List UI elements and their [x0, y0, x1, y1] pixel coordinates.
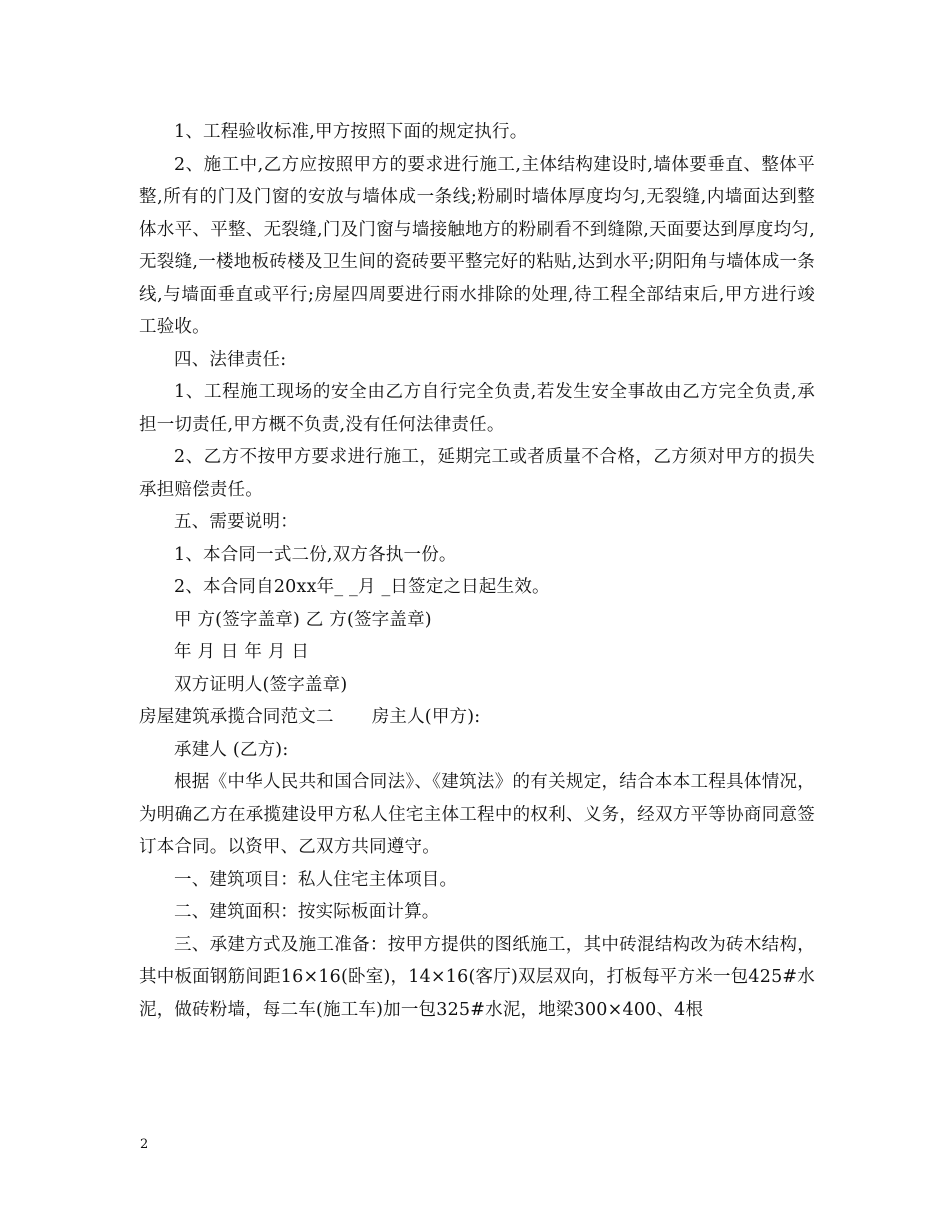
paragraph-acceptance-standard: 1、工程验收标准,甲方按照下面的规定执行。: [174, 122, 528, 142]
paragraph-safety-liability: 1、工程施工现场的安全由乙方自行完全负责,若发生安全事故由乙方完全负责,承担一切责任,甲方概不负责,没有任何法律责任。: [139, 382, 815, 435]
section-title: 房屋建筑承揽合同范文二: [139, 707, 334, 727]
paragraph-area: 二、建筑面积：按实际板面计算。: [174, 902, 440, 922]
heading-notes: 五、需要说明：: [174, 512, 298, 532]
paragraph-preamble: 根据《中华人民共和国合同法》、《建筑法》的有关规定，结合本本工程具体情况，为明确乙方在承揽建设甲方私人住宅主体工程中的权利、义务，经双方平等协商同意签订本合同。以资甲、乙双方共同遵守。: [139, 772, 815, 857]
paragraph-construction-requirements: 2、施工中,乙方应按照甲方的要求进行施工,主体结构建设时,墙体要垂直、整体平整,所有的门及门窗的安放与墙体成一条线;粉刷时墙体厚度均匀,无裂缝,内墙面达到整体水平、平整、无裂缝,门及门窗与墙接触地方的粉刷看不到缝隙,天面要达到厚度均匀,无裂缝,一楼地板砖楼及卫生间的瓷砖要平整完好的粘贴,达到水平;阴阳角与墙体成一条线,与墙面垂直或平行;房屋四周要进行雨水排除的处理,待工程全部结束后,甲方进行竣工验收。: [139, 154, 815, 337]
owner-label: 房主人(甲方):: [371, 707, 481, 727]
paragraph-copies: 1、本合同一式二份,双方各执一份。: [174, 544, 457, 565]
section-title-line: [139, 701, 815, 734]
heading-legal-liability: 四、法律责任:: [174, 349, 287, 370]
document-body: [139, 116, 815, 1026]
signature-dates: 年 月 日 年 月 日: [174, 642, 310, 662]
contractor-label: 承建人 (乙方):: [174, 739, 289, 760]
signature-parties: 甲 方(签字盖章) 乙 方(签字盖章): [174, 609, 432, 630]
paragraph-construction-method: 三、承建方式及施工准备：按甲方提供的图纸施工，其中砖混结构改为砖木结构，其中板面钢筋间距16×16(卧室)，14×16(客厅)双层双向，打板每平方米一包425#水泥，做砖粉墙，每二车(施工车)加一包325#水泥，地梁300×400、4根: [139, 934, 815, 1020]
paragraph-project: 一、建筑项目：私人住宅主体项目。: [174, 869, 458, 890]
signature-witness: 双方证明人(签字盖章): [174, 674, 348, 695]
page-number: 2: [140, 1137, 149, 1152]
paragraph-compensation-liability: 2、乙方不按甲方要求进行施工，延期完工或者质量不合格，乙方须对甲方的损失承担赔偿责任。: [139, 447, 815, 500]
paragraph-effective-date: 2、本合同自20xx年_ _月 _日签定之日起生效。: [174, 577, 550, 597]
